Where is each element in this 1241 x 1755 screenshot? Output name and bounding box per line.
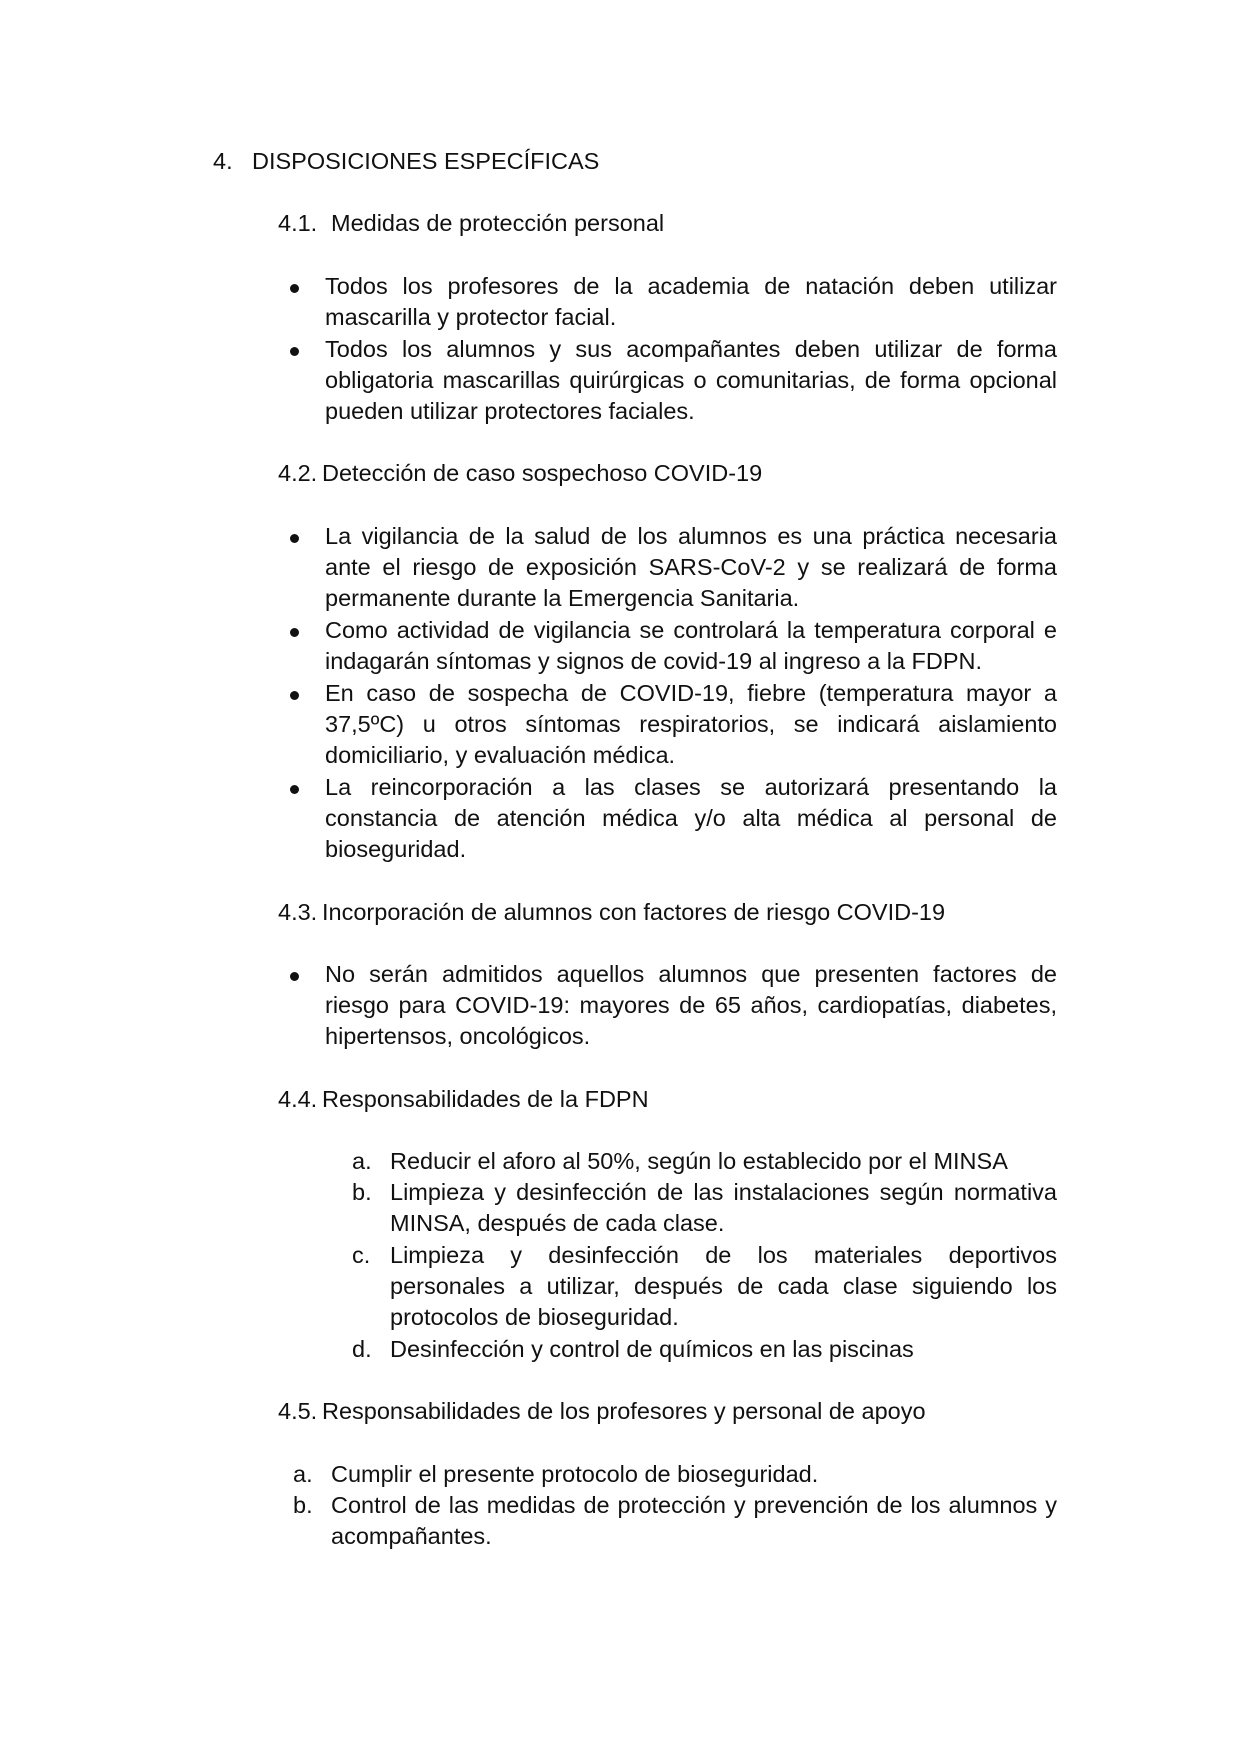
bullet-icon [290,691,299,700]
bullet-icon [290,972,299,981]
list-item: Control de las medidas de protección y prevención de los alumnos y acompañantes. [331,1492,1057,1549]
subsection-title: Responsabilidades de la FDPN [322,1086,649,1112]
list-item: En caso de sospecha de COVID-19, fiebre (temperatura mayor a 37,5ºC) u otros síntomas respiratorios, se indicará aislamiento domiciliario, y evaluación médica. [325,680,1057,768]
bullet-icon [290,628,299,637]
subsection-title: Detección de caso sospechoso COVID-19 [322,460,763,486]
bullet-icon [290,534,299,543]
section-number: 4. [213,148,233,174]
list-item: La reincorporación a las clases se autorizará presentando la constancia de atención médica y/o alta médica al personal de bioseguridad. [325,774,1057,862]
list-item: Desinfección y control de químicos en las piscinas [390,1336,914,1362]
list-item: Limpieza y desinfección de las instalaciones según normativa MINSA, después de cada clase. [390,1179,1057,1236]
item-label: d. [352,1336,372,1362]
list-item: La vigilancia de la salud de los alumnos es una práctica necesaria ante el riesgo de exposición SARS-CoV-2 y se realizará de forma permanente durante la Emergencia Sanitaria. [325,523,1057,611]
subsection-title: Medidas de protección personal [331,210,665,236]
subsection-number: 4.3. [278,899,318,925]
subsection-title: Responsabilidades de los profesores y personal de apoyo [322,1398,926,1424]
subsection-number: 4.5. [278,1398,318,1424]
item-label: b. [293,1492,313,1518]
item-label: a. [293,1461,313,1487]
list-item: Todos los profesores de la academia de natación deben utilizar mascarilla y protector facial. [325,273,1057,330]
bullet-icon [290,347,299,356]
bullet-icon [290,785,299,794]
subsection-number: 4.4. [278,1086,318,1112]
item-label: b. [352,1179,372,1205]
list-item: Reducir el aforo al 50%, según lo establecido por el MINSA [390,1148,1008,1174]
subsection-number: 4.1. [278,210,318,236]
list-item: No serán admitidos aquellos alumnos que presenten factores de riesgo para COVID-19: mayores de 65 años, cardiopatías, diabetes, hipertensos, oncológicos. [325,961,1057,1049]
section-title: DISPOSICIONES ESPECÍFICAS [252,148,600,174]
list-item: Todos los alumnos y sus acompañantes deben utilizar de forma obligatoria mascarillas quirúrgicas o comunitarias, de forma opcional pueden utilizar protectores faciales. [325,336,1057,424]
list-item: Cumplir el presente protocolo de bioseguridad. [331,1461,819,1487]
bullet-icon [290,284,299,293]
list-item: Limpieza y desinfección de los materiales deportivos personales a utilizar, después de cada clase siguiendo los protocolos de bioseguridad. [390,1242,1057,1330]
item-label: c. [352,1242,371,1268]
list-item: Como actividad de vigilancia se controlará la temperatura corporal e indagarán síntomas y signos de covid-19 al ingreso a la FDPN. [325,617,1057,674]
item-label: a. [352,1148,372,1174]
subsection-title: Incorporación de alumnos con factores de riesgo COVID-19 [322,899,946,925]
subsection-number: 4.2. [278,460,318,486]
